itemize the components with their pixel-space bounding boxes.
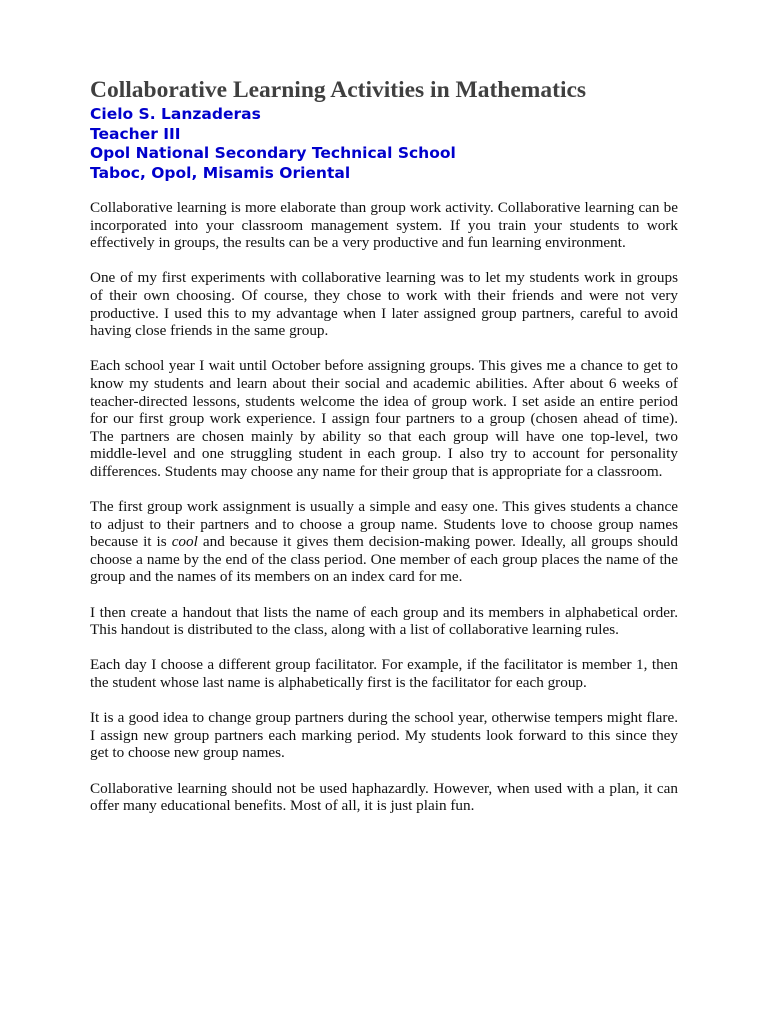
author-name: Cielo S. Lanzaderas — [90, 105, 261, 123]
author-block — [90, 105, 678, 183]
paragraph-8: Collaborative learning should not be used haphazardly. However, when used with a plan, it can offer many educational benefits. Most of all, it is just plain fun. — [90, 779, 678, 815]
paragraph-5: I then create a handout that lists the name of each group and its members in alphabetical order. This handout is distributed to the class, along with a list of collaborative learning rules. — [90, 603, 678, 639]
paragraph-4-after: and because it gives them decision-making power. Ideally, all groups should choose a name by the end of the class period. One member of each group places the name of the group and the names of its members on an index card for me. — [90, 533, 678, 586]
paragraph-6: Each day I choose a different group facilitator. For example, if the facilitator is member 1, then the student whose last name is alphabetically first is the facilitator for each group. — [90, 656, 678, 692]
author-location: Taboc, Opol, Misamis Oriental — [90, 163, 351, 182]
document-title: Collaborative Learning Activities in Mathematics — [90, 77, 587, 103]
author-school: Opol National Secondary Technical School — [90, 144, 456, 162]
paragraph-3: Each school year I wait until October before assigning groups. This gives me a chance to get to know my students and learn about their social and academic abilities. After about 6 weeks of teacher-directed lessons, students welcome the idea of group work. I set aside an entire period for our first group work experience. I assign four partners to a group (chosen ahead of time). The partners are chosen mainly by ability so that each group will have one top-level, two middle-level and one struggling student in each group. I also try to account for personality differences. Students may choose any name for their group that is appropriate for a classroom. — [90, 357, 678, 480]
paragraph-7: It is a good idea to change group partners during the school year, otherwise tempers might flare. I assign new group partners each marking period. My students look forward to this since they get to choose new group names. — [90, 709, 678, 762]
paragraph-4-before: The first group work assignment is usually a simple and easy one. This gives students a chance to adjust to their partners and to choose a group name. Students love to choose group names because it is — [90, 498, 678, 551]
document-body — [90, 199, 678, 815]
paragraph-2: One of my first experiments with collaborative learning was to let my students work in groups of their own choosing. Of course, they chose to work with their friends and were not very productive. I used this to my advantage when I later assigned group partners, careful to avoid having close friends in the same group. — [90, 269, 678, 340]
document-page — [90, 77, 678, 832]
paragraph-4-emphasis: cool — [171, 533, 198, 551]
paragraph-4 — [90, 498, 678, 586]
author-position: Teacher III — [90, 124, 181, 143]
paragraph-1: Collaborative learning is more elaborate than group work activity. Collaborative learning can be incorporated into your classroom management system. If you train your students to work effectively in groups, the results can be a very productive and fun learning environment. — [90, 199, 678, 252]
